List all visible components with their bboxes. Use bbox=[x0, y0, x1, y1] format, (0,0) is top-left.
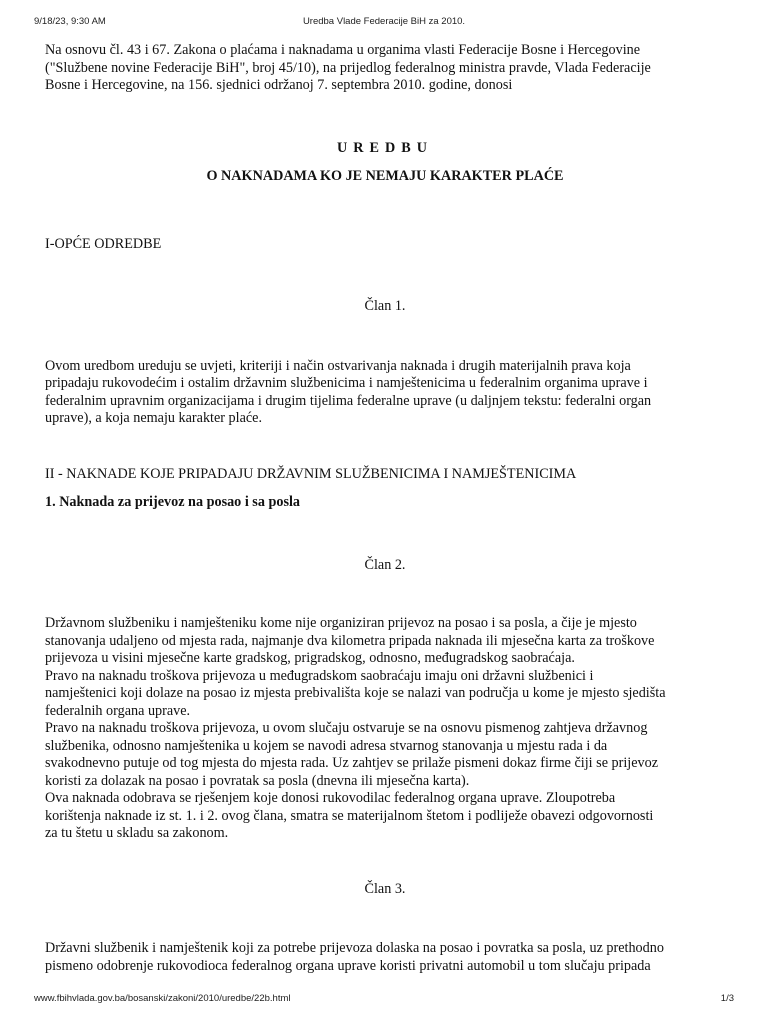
text-line: korištenja naknade iz st. 1. i 2. ovog člana, smatra se materijalnom štetom i podliježe obavezi odgovornosti bbox=[45, 807, 654, 824]
document-body bbox=[45, 42, 725, 975]
text-line: koristi za dolazak na posao i povratak sa posla (dnevna ili mjesečna karta). bbox=[45, 772, 470, 789]
text-line: Pravo na naknadu troškova prijevoza u međugradskom saobraćaju imaju oni državni službenici i bbox=[45, 667, 594, 684]
preamble-line: Na osnovu čl. 43 i 67. Zakona o plaćama i naknadama u organima vlasti Federacije Bosne i Hercegovine bbox=[45, 42, 641, 58]
text-line: Ovom uredbom ureduju se uvjeti, kriteriji i način ostvarivanja naknada i drugih materijalnih prava koja bbox=[45, 357, 631, 374]
article-3-text bbox=[45, 940, 725, 975]
text-line: stanovanja udaljeno od mjesta rada, najmanje dva kilometra pripada naknada ili mjesečna karta za troškove bbox=[45, 632, 655, 649]
section-heading: II - NAKNADE KOJE PRIPADAJU DRŽAVNIM SLUŽBENICIMA I NAMJEŠTENICIMA bbox=[45, 465, 577, 482]
article-heading: Član 2. bbox=[364, 556, 406, 573]
print-datetime: 9/18/23, 9:30 AM bbox=[34, 16, 106, 27]
text-line: za tu štetu u skladu sa zakonom. bbox=[45, 825, 229, 841]
document-title: UREDBU bbox=[337, 139, 433, 156]
text-line: Državni službenik i namještenik koji za potrebe prijevoza dolaska na posao i povratka sa posla, uz prethodno bbox=[45, 940, 664, 956]
print-page-title: Uredba Vlade Federacije BiH za 2010. bbox=[302, 16, 466, 27]
article-2-text bbox=[45, 615, 725, 843]
text-line: službenika, odnosno namještenika u kojem se navodi adresa stvarnog stanovanja u mjestu rada i da bbox=[45, 737, 608, 754]
preamble bbox=[45, 42, 725, 95]
section-heading: I-OPĆE ODREDBE bbox=[45, 235, 162, 252]
article-heading: Član 1. bbox=[364, 298, 406, 314]
text-line: pismeno odobrenje rukovodioca federalnog organa uprave koristi privatni automobil u tom slučaju pripada bbox=[45, 957, 651, 974]
text-line: pripadaju rukovodećim i ostalim državnim službenicima i namještenicima u federalnim organima uprave i bbox=[45, 375, 648, 391]
text-line: Ova naknada odobrava se rješenjem koje donosi rukovodilac federalnog organa uprave. Zloupotreba bbox=[45, 790, 616, 806]
preamble-line: ("Službene novine Federacije BiH", broj 45/10), na prijedlog federalnog ministra pravde, Vlada Federacije bbox=[45, 59, 651, 76]
print-page-number: 1/3 bbox=[720, 993, 734, 1004]
text-line: federalnih organa uprave. bbox=[45, 702, 191, 719]
article-1-text bbox=[45, 358, 725, 428]
text-line: svakodnevno putuje od tog mjesta do mjesta rada. Uz zahtjev se prilaže pismeni dokaz firme čiji se prijevoz bbox=[45, 755, 659, 771]
preamble-line: Bosne i Hercegovine, na 156. sjednici održanoj 7. septembra 2010. godine, donosi bbox=[45, 77, 513, 93]
text-line: federalnim upravnim organizacijama i drugim tijelima federalne uprave (u daljnjem tekstu: federalni organ bbox=[45, 392, 652, 409]
subsection-heading: 1. Naknada za prijevoz na posao i sa posla bbox=[45, 494, 301, 510]
text-line: uprave), a koja nemaju karakter plaće. bbox=[45, 410, 263, 426]
document-subtitle: O NAKNADAMA KO JE NEMAJU KARAKTER PLAĆE bbox=[206, 168, 564, 184]
text-line: namještenici koji dolaze na posao iz mjesta prebivališta koje se nalazi van područja u kome je mjesto sjedišta bbox=[45, 685, 666, 701]
article-heading: Član 3. bbox=[364, 880, 406, 897]
text-line: Državnom službeniku i namješteniku kome nije organiziran prijevoz na posao i sa posla, a čije je mjesto bbox=[45, 615, 637, 631]
text-line: Pravo na naknadu troškova prijevoza, u ovom slučaju ostvaruje se na osnovu pismenog zahtjeva državnog bbox=[45, 720, 648, 736]
print-url: www.fbihvlada.gov.ba/bosanski/zakoni/2010/uredbe/22b.html bbox=[34, 993, 291, 1004]
text-line: prijevoza u visini mjesečne karte gradskog, prigradskog, odnosno, međugradskog saobraćaja. bbox=[45, 650, 575, 666]
